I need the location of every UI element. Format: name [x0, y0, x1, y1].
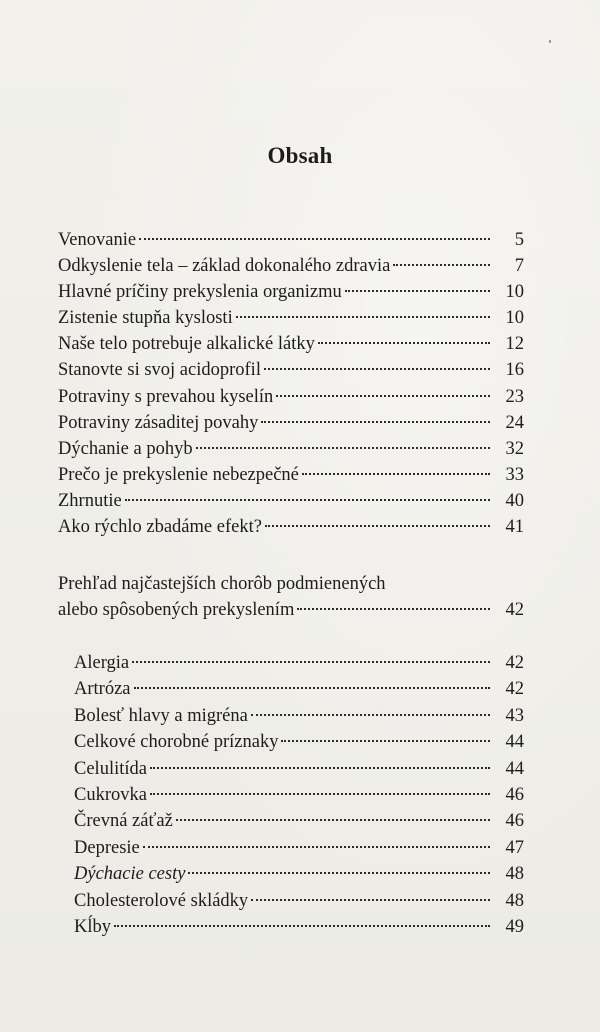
sub-entry-page: 47: [505, 838, 524, 858]
dot-leader: [134, 687, 491, 689]
dot-leader: [265, 525, 490, 527]
sub-entry: [74, 729, 524, 755]
toc-entry-page: 12: [505, 334, 524, 354]
toc-entry-page: 5: [514, 230, 524, 250]
dot-leader: [196, 447, 490, 449]
sub-entry-label: Alergia: [74, 653, 130, 673]
sub-entry: [74, 650, 524, 676]
sub-entry-page: 49: [505, 917, 524, 937]
toc-entry-page: 10: [505, 308, 524, 328]
toc-entry-label: Ako rýchlo zbadáme efekt?: [58, 517, 262, 537]
toc-entry-page: 24: [505, 413, 524, 433]
toc-entry-page: 33: [505, 465, 524, 485]
toc-entry-label: Hlavné príčiny prekyslenia organizmu: [58, 282, 342, 302]
sub-entry: [74, 914, 524, 940]
toc-entry-page: 7: [514, 256, 524, 276]
toc-entry-label: Odkyslenie tela – základ dokonalého zdravia: [58, 256, 391, 276]
sub-entry-page: 46: [505, 811, 524, 831]
dot-leader: [176, 819, 490, 821]
toc-entry: [58, 410, 524, 436]
dot-leader: [150, 767, 490, 769]
toc-entry: [58, 514, 524, 540]
sub-entry-page: 42: [505, 653, 524, 673]
toc-entry-label: Potraviny s prevahou kyselín: [58, 387, 274, 407]
sub-entry-label: Črevná záťaž: [74, 811, 173, 831]
toc-entry-label: Potraviny zásaditej povahy: [58, 413, 259, 433]
toc-entry-label: Prečo je prekyslenie nebezpečné: [58, 465, 299, 485]
toc-entry-page: 32: [505, 439, 524, 459]
toc-entry-label: Zistenie stupňa kyslosti: [58, 308, 233, 328]
dot-leader: [132, 661, 490, 663]
toc-entry: [58, 279, 524, 305]
toc-entry: [58, 384, 524, 410]
sub-entry-label: Celulitída: [74, 759, 147, 779]
sub-entry-label: Kĺby: [74, 917, 111, 937]
toc-entry-page: 23: [505, 387, 524, 407]
dot-leader: [276, 395, 490, 397]
sub-entry: [74, 782, 524, 808]
dot-leader: [302, 473, 490, 475]
sub-entry-page: 46: [505, 785, 524, 805]
sub-entry: [74, 703, 524, 729]
toc-entry-label: Dýchanie a pohyb: [58, 439, 193, 459]
dot-leader: [264, 368, 490, 370]
sub-entry-label: Cholesterolové skládky: [74, 891, 249, 911]
sub-entry-label: Celkové chorobné príznaky: [74, 732, 279, 752]
dot-leader: [150, 793, 490, 795]
sub-entry-page: 48: [505, 864, 524, 884]
toc-entry-page: 10: [505, 282, 524, 302]
section-heading-page: 42: [505, 600, 524, 620]
dot-leader: [236, 316, 490, 318]
toc-entry: [58, 488, 524, 514]
dot-leader: [143, 846, 490, 848]
dot-leader: [114, 925, 490, 927]
dot-leader: [139, 238, 490, 240]
toc-entry: [58, 305, 524, 331]
page-title: Obsah: [267, 143, 333, 168]
dot-leader: [281, 740, 490, 742]
section-heading-line: Prehľad najčastejších chorôb podmienených: [58, 574, 386, 594]
toc-entry: [58, 436, 524, 462]
toc-entry-page: 16: [505, 360, 524, 380]
dot-leader: [251, 714, 490, 716]
toc-entry-label: Venovanie: [58, 230, 137, 250]
toc-entry: [58, 253, 524, 279]
toc-entry: [58, 462, 524, 488]
dot-leader: [188, 872, 490, 874]
section-heading-entry: [58, 597, 524, 623]
sub-entry-label: Depresie: [74, 838, 140, 858]
dot-leader: [318, 342, 490, 344]
toc-entry-label: Stanovte si svoj acidoprofil: [58, 360, 261, 380]
section-heading-label: alebo spôsobených prekyslením: [58, 600, 295, 620]
toc-entry-page: 40: [505, 491, 524, 511]
toc-entry-label: Naše telo potrebuje alkalické látky: [58, 334, 315, 354]
toc-entry: [58, 227, 524, 253]
dot-leader: [261, 421, 490, 423]
sub-entry-page: 48: [505, 891, 524, 911]
sub-entry: [74, 861, 524, 887]
dot-leader: [393, 264, 490, 266]
sub-entry-label: Dýchacie cesty: [74, 864, 186, 884]
paper-speck: [549, 40, 551, 43]
sub-entry: [74, 888, 524, 914]
toc-entry: [58, 331, 524, 357]
sub-entry: [74, 676, 524, 702]
sub-entry-page: 44: [505, 732, 524, 752]
dot-leader: [345, 290, 490, 292]
sub-entry: [74, 756, 524, 782]
sub-entry-page: 44: [505, 759, 524, 779]
toc-entry-page: 41: [505, 517, 524, 537]
sub-entry-label: Artróza: [74, 679, 131, 699]
sub-entry: [74, 835, 524, 861]
dot-leader: [297, 608, 490, 610]
dot-leader: [251, 899, 490, 901]
sub-entry: [74, 808, 524, 834]
toc-entry: [58, 357, 524, 383]
sub-entry-page: 42: [505, 679, 524, 699]
sub-entry-label: Bolesť hlavy a migréna: [74, 706, 248, 726]
sub-entry-page: 43: [505, 706, 524, 726]
sub-entry-label: Cukrovka: [74, 785, 147, 805]
toc-entry-label: Zhrnutie: [58, 491, 122, 511]
dot-leader: [125, 499, 490, 501]
